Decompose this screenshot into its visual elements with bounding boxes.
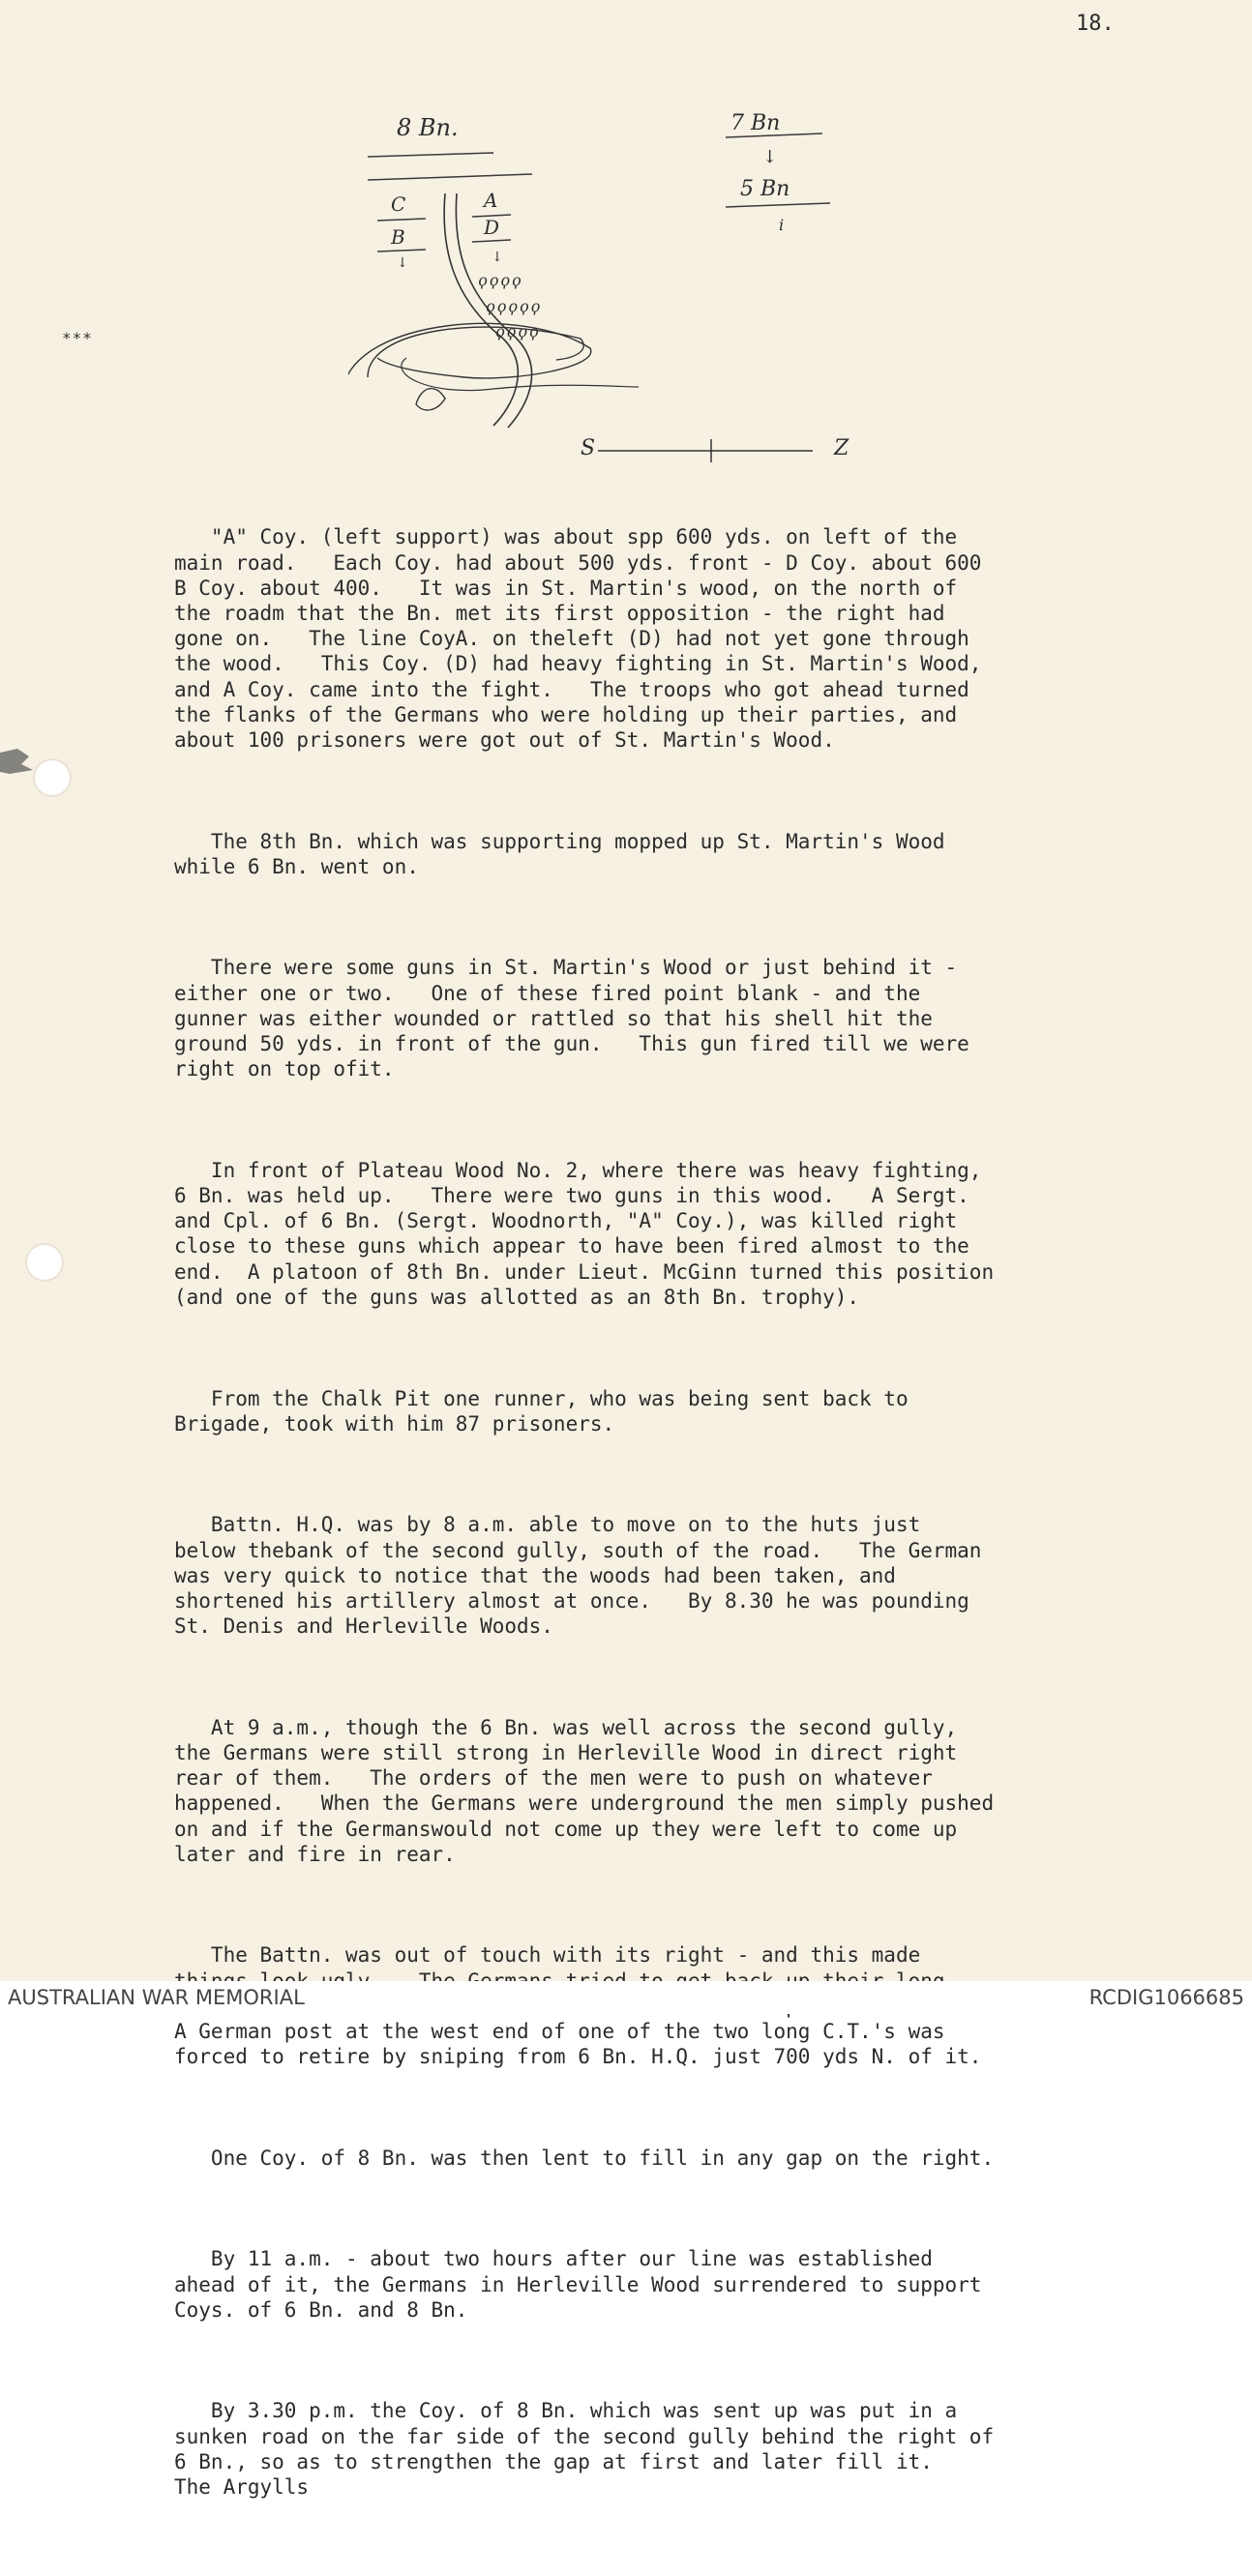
sketch-label-a: A [484, 189, 498, 212]
svg-text:↓: ↓ [762, 147, 778, 167]
svg-text:ϙϙϙϙ: ϙϙϙϙ [495, 322, 541, 341]
svg-text:↓: ↓ [492, 250, 503, 265]
paragraph: By 11 a.m. - about two hours after our line was established ahead of it, the Germans in Herleville Wood surrendered to support Coys. of 6 Bn. and 8 Bn. [174, 2247, 982, 2322]
paragraph: The 8th Bn. which was supporting mopped up St. Martin's Wood while 6 Bn. went on. [174, 829, 945, 878]
paragraph: By 3.30 p.m. the Coy. of 8 Bn. which was sent up was put in a sunken road on the far side of the second gully behind the right of 6 Bn., so as to strengthen the gap at first and later fill it. The Argylls [174, 2399, 995, 2500]
sketch-label-8bn: 8 Bn. [397, 114, 459, 141]
sketch-label-z: Z [834, 436, 850, 460]
svg-text:ϙϙϙϙ: ϙϙϙϙ [478, 271, 523, 289]
paragraph: Battn. H.Q. was by 8 a.m. able to move on to the huts just below thebank of the second gully, south of the road. The German was very quick to notice that the woods had been taken, and shortened his artillery almost at once. By 8.30 he was pounding St. Denis and Herleville Woods. [174, 1513, 982, 1639]
svg-text:↓: ↓ [397, 255, 408, 271]
sketch-label-c: C [391, 192, 406, 216]
paragraph: One Coy. of 8 Bn. was then lent to fill in any gap on the right. [174, 2146, 995, 2170]
sketch-label-b: B [391, 225, 405, 249]
footer-institution: AUSTRALIAN WAR MEMORIAL [8, 1986, 305, 2009]
punch-hole-bottom [25, 1243, 64, 1282]
margin-marker: *** [62, 329, 93, 347]
sketch-label-7bn: 7 Bn [730, 111, 781, 135]
punch-hole-top [33, 758, 72, 797]
svg-text:ϙϙϙϙϙ: ϙϙϙϙϙ [486, 297, 543, 315]
svg-text:i: i [779, 216, 785, 234]
sketch-label-s: S [581, 436, 596, 460]
sketch-label-5bn: 5 Bn [740, 177, 790, 201]
paper-tear [0, 745, 39, 780]
paragraph: In front of Plateau Wood No. 2, where there was heavy fighting, 6 Bn. was held up. There were two guns in this wood. A Sergt. and Cpl. of 6 Bn. (Sergt. Woodnorth, "A" Coy.), was killed right close to these guns which appear to have been fired almost to the end. A platoon of 8th Bn. under Lieut. McGinn turned this position (and one of the guns was allotted as an 8th Bn. trophy). [174, 1158, 995, 1309]
paragraph: "A" Coy. (left support) was about spp 600 yds. on left of the main road. Each Coy. had about 500 yds. front - D Coy. about 600 B Coy. about 400. It was in St. Martin's wood, on the north of the roadm that the Bn. met its first opposition - the right had gone on. The line CoyA. on theleft (D) had not yet gone through the wood. This Coy. (D) had heavy fighting in St. Martin's Wood, and A Coy. came into the fight. The troops who got ahead turned the flanks of the Germans who were holding up their parties, and about 100 prisoners were got out of St. Martin's Wood. [174, 525, 982, 753]
archive-footer [0, 1981, 1252, 2014]
typed-text-body [174, 474, 1219, 2576]
paragraph: There were some guns in St. Martin's Wood or just behind it - either one or two. One of these fired point blank - and the gunner was either wounded or rattled so that his shell hit the ground 50 yds. in front of the gun. This gun fired till we were right on top ofit. [174, 956, 969, 1081]
sketch-label-d: D [484, 216, 500, 239]
paragraph: From the Chalk Pit one runner, who was being sent back to Brigade, took with him 87 prisoners. [174, 1386, 909, 1436]
footer-record-id: RCDIG1066685 [1088, 1986, 1244, 2009]
page-number: 18. [1076, 12, 1115, 36]
paragraph: The Battn. was out of touch with its right - and this made A German post at the west end of one of the two long C.T.'s was forced to retire by sniping from 6 Bn. H.Q. just 700 yds N. of it. [174, 1943, 982, 2069]
handwritten-sketch [348, 97, 871, 464]
paragraph: At 9 a.m., though the 6 Bn. was well across the second gully, the Germans were still strong in Herleville Wood in direct right rear of them. The orders of the men were to push on whatever happened. When the Germans were underground the men simply pushed on and if the Germanswould not come up they were left to come up later and fire in rear. [174, 1715, 995, 1866]
